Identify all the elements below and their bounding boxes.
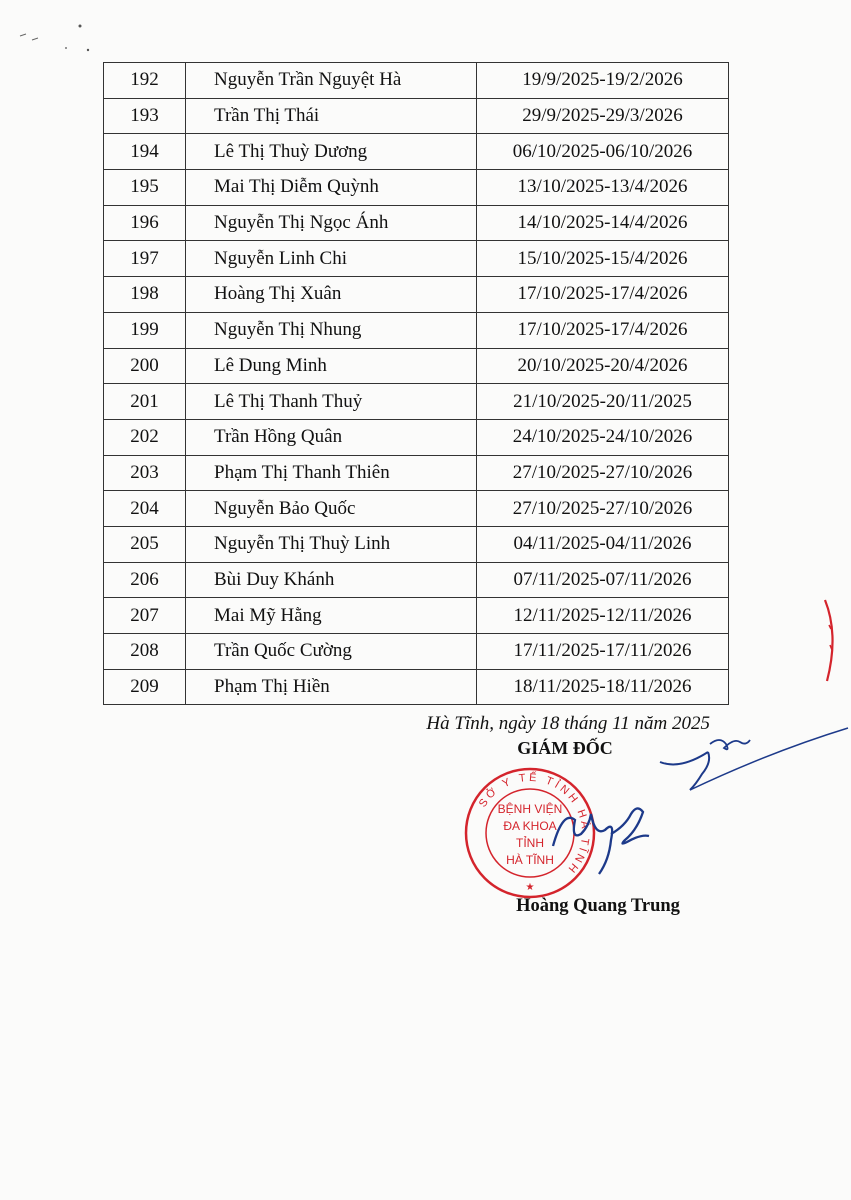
contract-period: 27/10/2025-27/10/2026 xyxy=(477,491,729,527)
contract-period: 24/10/2025-24/10/2026 xyxy=(477,419,729,455)
table-row xyxy=(104,241,729,277)
contract-period: 14/10/2025-14/4/2026 xyxy=(477,205,729,241)
contract-period: 17/10/2025-17/4/2026 xyxy=(477,312,729,348)
staff-name: Trần Quốc Cường xyxy=(186,634,477,670)
table-row xyxy=(104,634,729,670)
paraph-signature xyxy=(650,722,850,802)
stamp-line-3: TỈNH xyxy=(516,836,544,850)
contract-period: 07/11/2025-07/11/2026 xyxy=(477,562,729,598)
table-row xyxy=(104,312,729,348)
staff-name: Lê Thị Thuỳ Dương xyxy=(186,134,477,170)
row-number: 194 xyxy=(104,134,186,170)
staff-name: Hoàng Thị Xuân xyxy=(186,277,477,313)
table-row xyxy=(104,455,729,491)
table-row xyxy=(104,669,729,705)
row-number: 206 xyxy=(104,562,186,598)
contract-period: 17/11/2025-17/11/2026 xyxy=(477,634,729,670)
row-number: 193 xyxy=(104,98,186,134)
row-number: 200 xyxy=(104,348,186,384)
table-row xyxy=(104,205,729,241)
row-number: 197 xyxy=(104,241,186,277)
svg-text:★: ★ xyxy=(525,882,535,893)
table-row xyxy=(104,526,729,562)
staff-name: Bùi Duy Khánh xyxy=(186,562,477,598)
staff-name: Nguyễn Thị Thuỳ Linh xyxy=(186,526,477,562)
staff-name: Nguyễn Thị Ngọc Ánh xyxy=(186,205,477,241)
staff-name: Mai Mỹ Hằng xyxy=(186,598,477,634)
staff-name: Lê Dung Minh xyxy=(186,348,477,384)
table-row xyxy=(104,277,729,313)
stamp-ring-text: SỞ Y TẾ TỈNH HÀ TĨNH xyxy=(476,771,592,877)
staff-name: Phạm Thị Hiền xyxy=(186,669,477,705)
row-number: 203 xyxy=(104,455,186,491)
table-row xyxy=(104,170,729,206)
staff-name: Nguyễn Bảo Quốc xyxy=(186,491,477,527)
row-number: 196 xyxy=(104,205,186,241)
table-row xyxy=(104,98,729,134)
contract-period: 06/10/2025-06/10/2026 xyxy=(477,134,729,170)
row-number: 198 xyxy=(104,277,186,313)
director-signature xyxy=(545,790,655,880)
place-date: Hà Tĩnh, ngày 18 tháng 11 năm 2025 xyxy=(426,713,710,734)
row-number: 202 xyxy=(104,419,186,455)
stamp-line-4: HÀ TĨNH xyxy=(506,853,554,867)
contract-period: 15/10/2025-15/4/2026 xyxy=(477,241,729,277)
contract-period: 29/9/2025-29/3/2026 xyxy=(477,98,729,134)
row-number: 192 xyxy=(104,63,186,99)
table-row xyxy=(104,384,729,420)
stamp-line-1: BỆNH VIỆN xyxy=(497,802,563,816)
table-row xyxy=(104,491,729,527)
contract-period: 17/10/2025-17/4/2026 xyxy=(477,277,729,313)
contract-period: 27/10/2025-27/10/2026 xyxy=(477,455,729,491)
contract-period: 04/11/2025-04/11/2026 xyxy=(477,526,729,562)
red-edge-mark xyxy=(805,595,845,685)
stamp-line-2: ĐA KHOA xyxy=(503,819,557,833)
table-body xyxy=(104,63,729,705)
staff-name: Mai Thị Diễm Quỳnh xyxy=(186,170,477,206)
row-number: 199 xyxy=(104,312,186,348)
contract-period: 21/10/2025-20/11/2025 xyxy=(477,384,729,420)
table-row xyxy=(104,348,729,384)
contract-period: 18/11/2025-18/11/2026 xyxy=(477,669,729,705)
table-row xyxy=(104,419,729,455)
staff-name: Nguyễn Trần Nguyệt Hà xyxy=(186,63,477,99)
staff-list-table xyxy=(103,62,729,705)
row-number: 208 xyxy=(104,634,186,670)
table-row xyxy=(104,562,729,598)
staff-name: Phạm Thị Thanh Thiên xyxy=(186,455,477,491)
staff-name: Nguyễn Linh Chi xyxy=(186,241,477,277)
staff-name: Nguyễn Thị Nhung xyxy=(186,312,477,348)
row-number: 207 xyxy=(104,598,186,634)
table-row xyxy=(104,598,729,634)
staff-name: Lê Thị Thanh Thuỷ xyxy=(186,384,477,420)
row-number: 209 xyxy=(104,669,186,705)
scan-speck-marks xyxy=(18,18,98,58)
row-number: 201 xyxy=(104,384,186,420)
table-row xyxy=(104,134,729,170)
contract-period: 13/10/2025-13/4/2026 xyxy=(477,170,729,206)
row-number: 204 xyxy=(104,491,186,527)
staff-name: Trần Hồng Quân xyxy=(186,419,477,455)
staff-name: Trần Thị Thái xyxy=(186,98,477,134)
contract-period: 19/9/2025-19/2/2026 xyxy=(477,63,729,99)
table-row xyxy=(104,63,729,99)
contract-period: 20/10/2025-20/4/2026 xyxy=(477,348,729,384)
row-number: 205 xyxy=(104,526,186,562)
signer-name: Hoàng Quang Trung xyxy=(516,896,680,916)
signer-title: GIÁM ĐỐC xyxy=(517,738,613,758)
row-number: 195 xyxy=(104,170,186,206)
contract-period: 12/11/2025-12/11/2026 xyxy=(477,598,729,634)
